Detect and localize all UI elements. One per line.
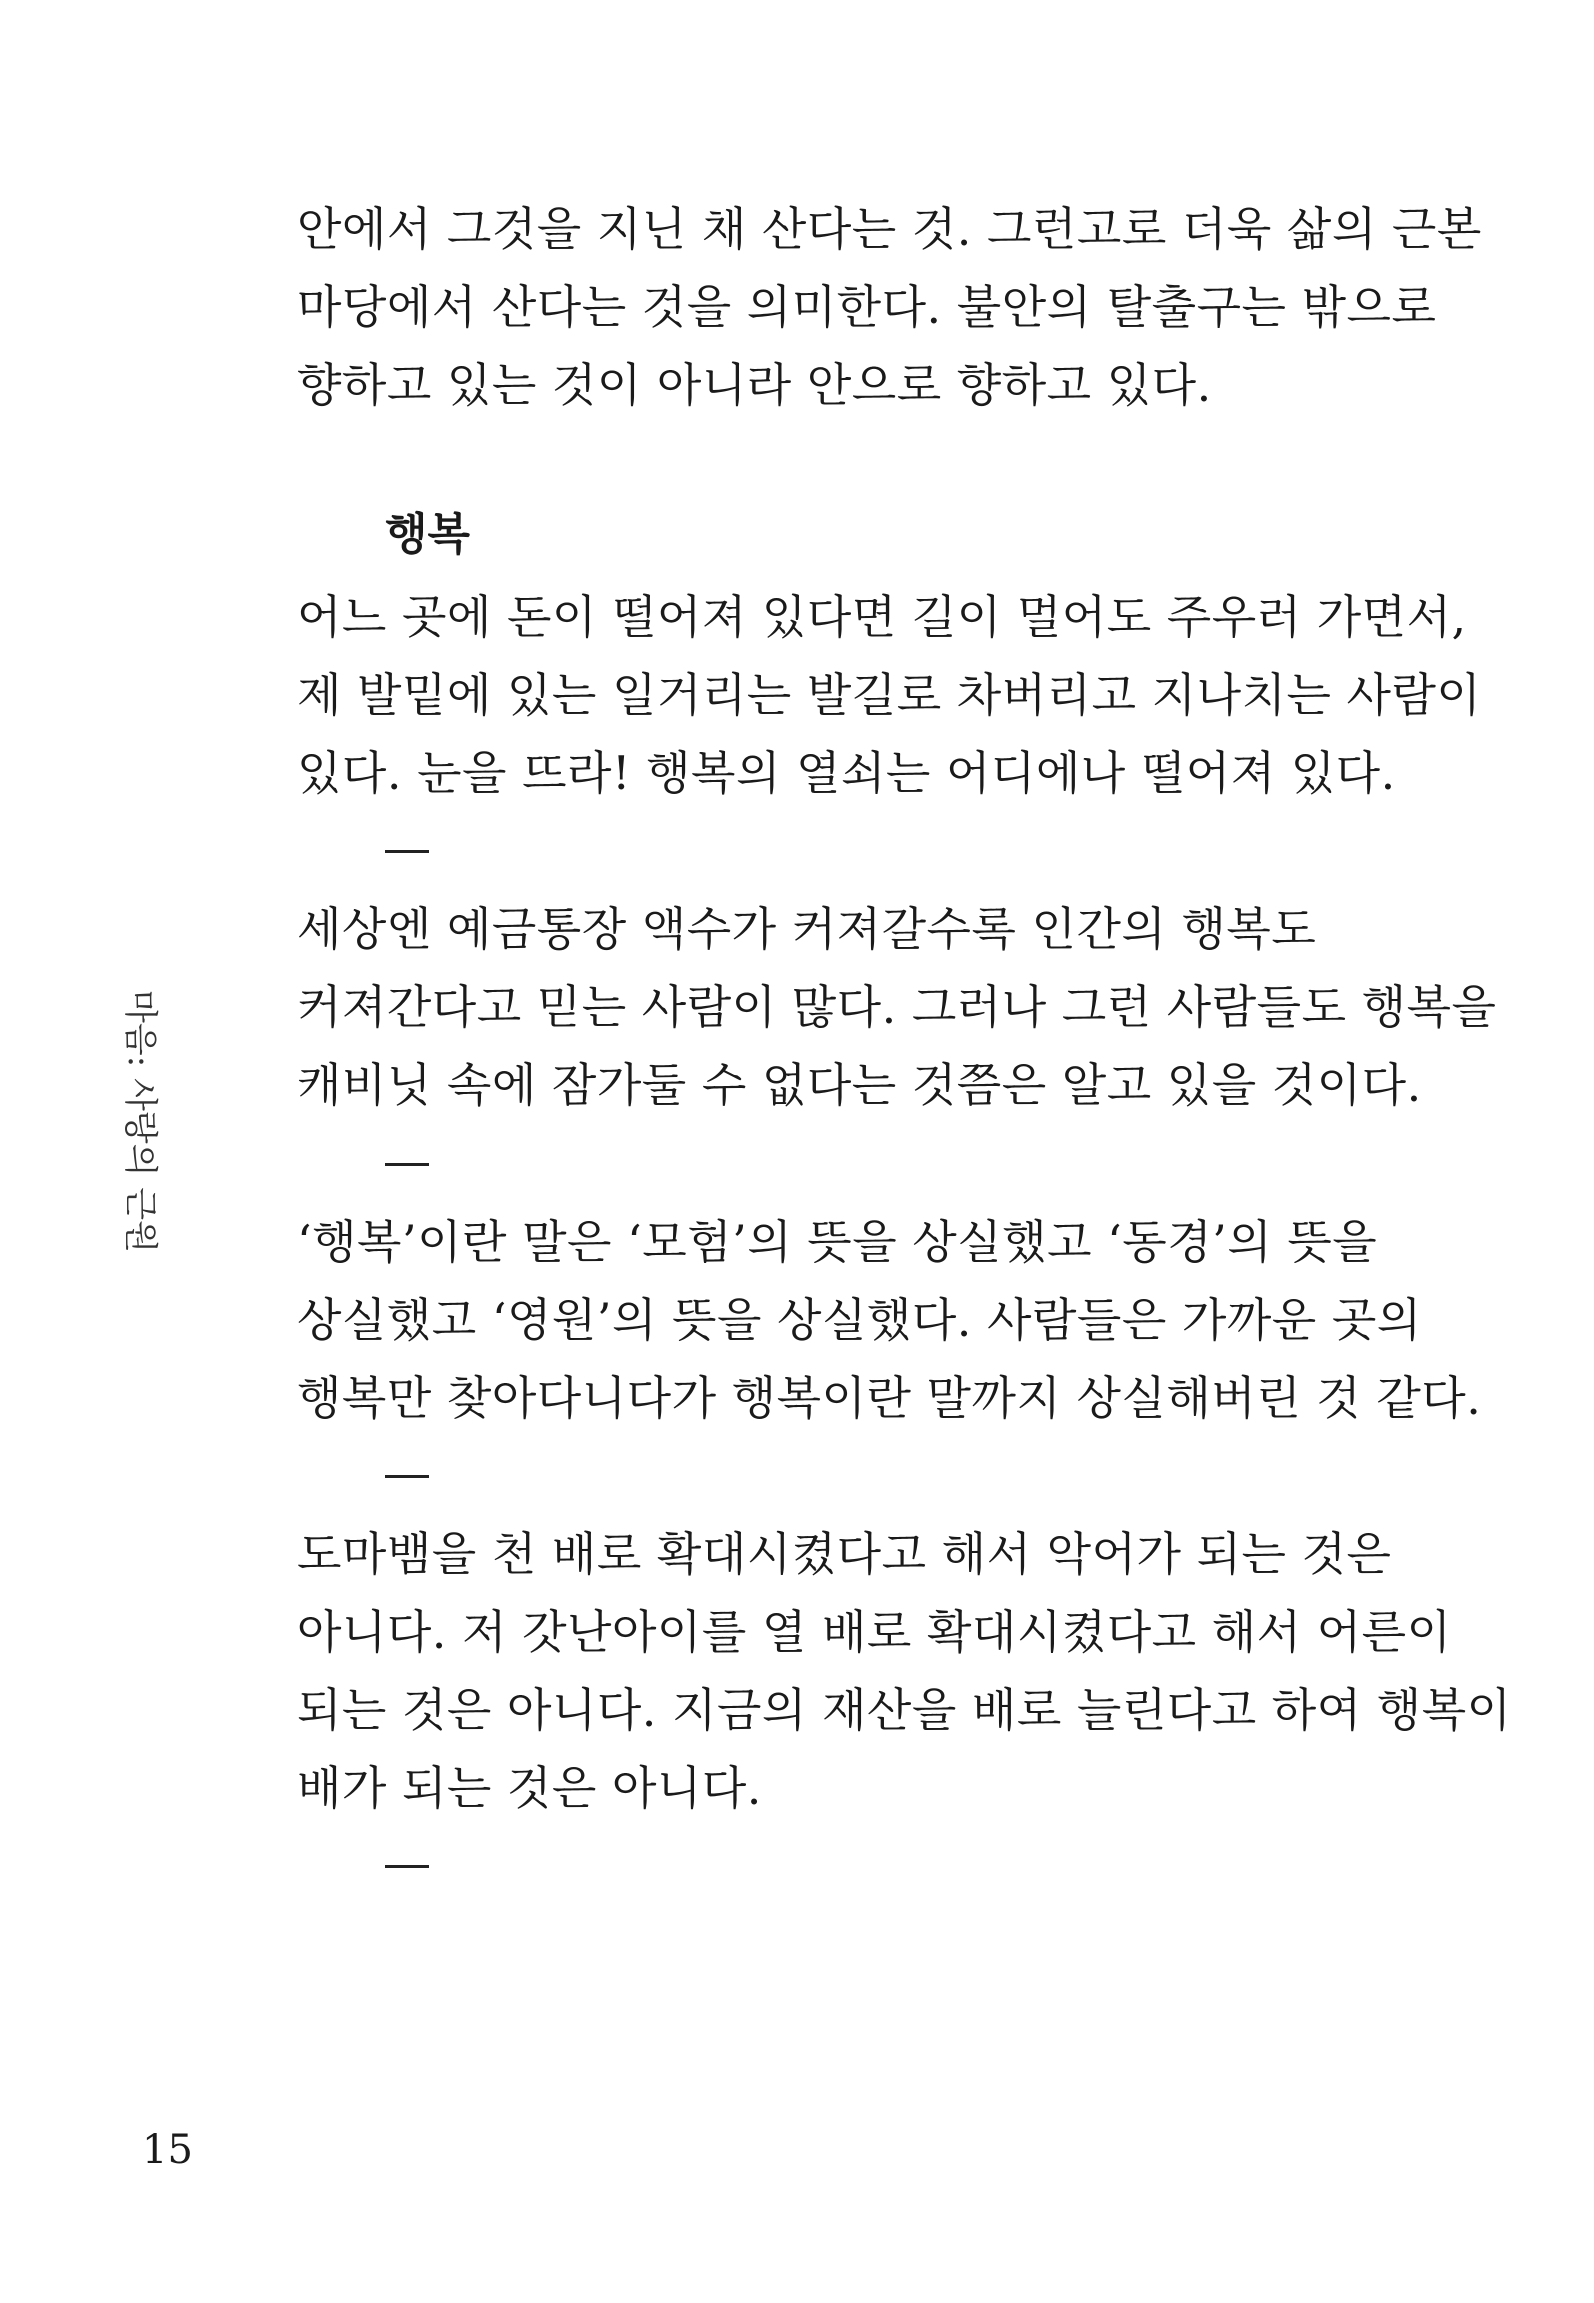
paragraph: [297, 1203, 1482, 1437]
text-line: 마당에서 산다는 것을 의미한다. 불안의 탈출구는 밖으로: [297, 280, 1437, 334]
text-line: 안에서 그것을 지닌 채 산다는 것. 그런고로 더욱 삶의 근본: [297, 202, 1482, 256]
paragraph: [297, 1515, 1512, 1827]
text-line: 있다. 눈을 뜨라! 행복의 열쇠는 어디에나 떨어져 있다.: [297, 746, 1396, 800]
text-line: 세상엔 예금통장 액수가 커져갈수록 인간의 행복도: [297, 902, 1317, 956]
text-line: 되는 것은 아니다. 지금의 재산을 배로 늘린다고 하여 행복이: [297, 1683, 1512, 1737]
text-line: 상실했고 ‘영원’의 뜻을 상실했다. 사람들은 가까운 곳의: [297, 1293, 1422, 1347]
text-line: 캐비닛 속에 잠가둘 수 없다는 것쯤은 알고 있을 것이다.: [297, 1058, 1422, 1112]
text-line: 도마뱀을 천 배로 확대시켰다고 해서 악어가 되는 것은: [297, 1527, 1392, 1581]
text-line: 행복만 찾아다니다가 행복이란 말까지 상실해버린 것 같다.: [297, 1371, 1482, 1425]
paragraph: [297, 890, 1497, 1124]
running-title: 마음: 사랑의 근원: [120, 990, 160, 1253]
text-line: 아니다. 저 갓난아이를 열 배로 확대시켰다고 해서 어른이: [297, 1605, 1452, 1659]
section-divider-dash: [385, 1865, 429, 1868]
section-divider-dash: [385, 1163, 429, 1166]
text-line: 제 발밑에 있는 일거리는 발길로 차버리고 지나치는 사람이: [297, 668, 1482, 722]
section-heading: 행복: [385, 509, 471, 560]
text-line: 커져간다고 믿는 사람이 많다. 그러나 그런 사람들도 행복을: [297, 980, 1497, 1034]
text-line: 배가 되는 것은 아니다.: [297, 1761, 762, 1815]
text-line: 향하고 있는 것이 아니라 안으로 향하고 있다.: [297, 358, 1212, 412]
intro-paragraph: [297, 190, 1482, 424]
paragraph: [297, 578, 1482, 812]
text-line: 어느 곳에 돈이 떨어져 있다면 길이 멀어도 주우러 가면서,: [297, 590, 1467, 644]
section-divider-dash: [385, 1475, 429, 1478]
text-line: ‘행복’이란 말은 ‘모험’의 뜻을 상실했고 ‘동경’의 뜻을: [297, 1215, 1378, 1269]
page-number: 15: [142, 2127, 193, 2173]
section-divider-dash: [385, 850, 429, 853]
